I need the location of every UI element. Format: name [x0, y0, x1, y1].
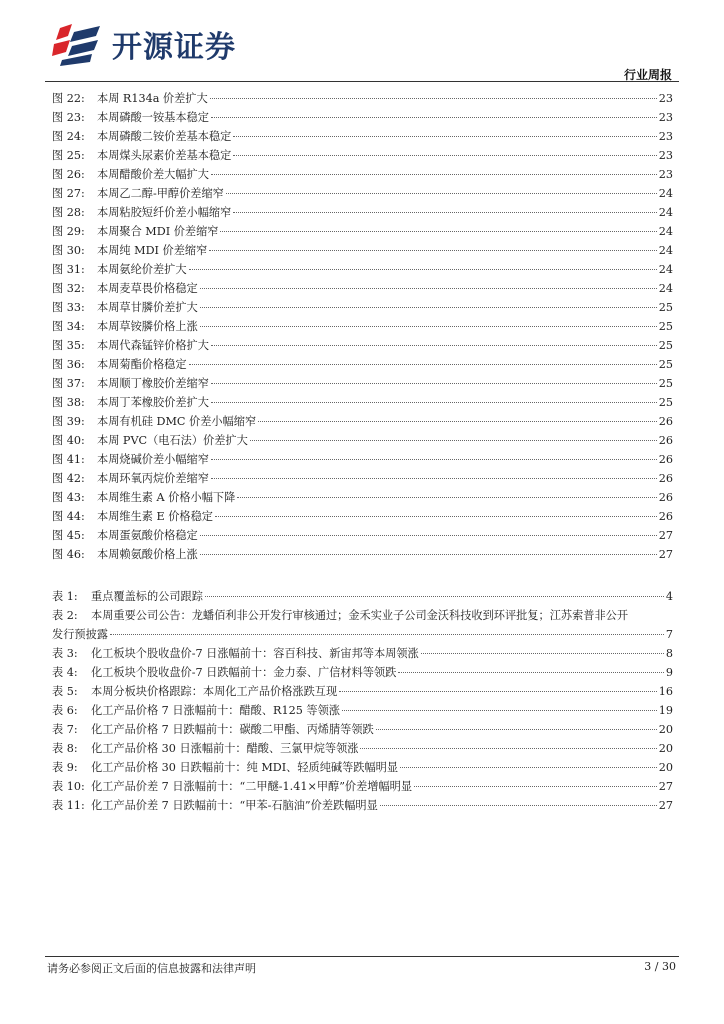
entry-number: 图 26: [52, 168, 85, 181]
dot-leader [200, 535, 657, 536]
dot-leader [233, 136, 656, 137]
table-toc-entry-line1 [52, 606, 673, 625]
entry-number: 表 11: [52, 799, 85, 812]
entry-title: 本周分板块价格跟踪：本周化工产品价格涨跌互现 [91, 685, 338, 698]
entry-title: 本周醋酸价差大幅扩大 [97, 168, 209, 181]
entry-title: 本周赖氨酸价格上涨 [97, 548, 198, 561]
entry-page: 24 [658, 225, 673, 238]
entry-title: 化工产品价差 7 日跌幅前十：“甲苯-石脑油”价差跌幅明显 [91, 799, 378, 812]
entry-number: 图 43: [52, 491, 85, 504]
entry-number: 表 10: [52, 780, 85, 793]
dot-leader [414, 786, 657, 787]
dot-leader [398, 672, 664, 673]
entry-title: 化工产品价差 7 日涨幅前十：“二甲醚-1.41×甲醇”价差增幅明显 [91, 780, 413, 793]
entry-title: 本周菊酯价格稳定 [97, 358, 187, 371]
figure-toc-entry[interactable] [52, 412, 673, 431]
dot-leader [339, 691, 657, 692]
dot-leader [200, 307, 657, 308]
entry-number: 图 24: [52, 130, 85, 143]
entry-title: 本周粘胶短纤价差小幅缩窄 [97, 206, 232, 219]
entry-title: 本周聚合 MDI 价差缩窄 [97, 225, 219, 238]
entry-title: 化工板块个股收盘价-7 日涨幅前十：容百科技、新宙邦等本周领涨 [91, 647, 419, 660]
figure-toc-entry[interactable] [52, 298, 673, 317]
dot-leader [421, 653, 664, 654]
dot-leader [400, 767, 657, 768]
dot-leader [226, 193, 657, 194]
entry-title: 本周蛋氨酸价格稳定 [97, 529, 198, 542]
footer-disclaimer: 请务必参阅正文后面的信息披露和法律声明 [47, 962, 256, 975]
dot-leader [215, 516, 657, 517]
figure-toc-entry[interactable] [52, 431, 673, 450]
entry-number: 图 29: [52, 225, 85, 238]
report-type-label: 行业周报 [623, 68, 672, 82]
dot-leader [205, 596, 664, 597]
dot-leader [258, 421, 657, 422]
table-toc-entry[interactable] [52, 758, 673, 777]
dot-leader [200, 554, 657, 555]
entry-number: 图 28: [52, 206, 85, 219]
entry-title: 本周磷酸二铵价差基本稳定 [97, 130, 232, 143]
entry-number: 表 9: [52, 761, 78, 774]
entry-title: 本周 R134a 价差扩大 [97, 92, 208, 105]
entry-number: 图 31: [52, 263, 85, 276]
entry-page: 8 [665, 647, 673, 660]
entry-page: 27 [658, 780, 673, 793]
table-toc-entry[interactable] [52, 777, 673, 796]
entry-number: 图 22: [52, 92, 85, 105]
entry-page: 25 [658, 320, 673, 333]
entry-number: 图 34: [52, 320, 85, 333]
table-toc-entry-line2 [52, 625, 673, 644]
entry-title: 化工板块个股收盘价-7 日跌幅前十：金力泰、广信材料等领跌 [91, 666, 397, 679]
table-toc-entry[interactable] [52, 587, 673, 606]
entry-number: 图 39: [52, 415, 85, 428]
entry-number: 表 3: [52, 647, 78, 660]
entry-page: 16 [658, 685, 673, 698]
dot-leader [211, 402, 657, 403]
entry-page: 27 [658, 548, 673, 561]
entry-page: 25 [658, 358, 673, 371]
entry-page: 27 [658, 529, 673, 542]
entry-page: 24 [658, 282, 673, 295]
dot-leader [220, 231, 656, 232]
entry-page: 20 [658, 761, 673, 774]
dot-leader [189, 364, 657, 365]
dot-leader [211, 383, 657, 384]
entry-page: 23 [658, 149, 673, 162]
dot-leader [209, 250, 656, 251]
figure-toc-entry[interactable] [52, 146, 673, 165]
figure-toc-entry[interactable] [52, 355, 673, 374]
entry-page: 4 [665, 590, 673, 603]
figure-toc-entry[interactable] [52, 488, 673, 507]
entry-page: 26 [658, 434, 673, 447]
entry-page: 26 [658, 510, 673, 523]
entry-page: 23 [658, 92, 673, 105]
entry-number: 图 46: [52, 548, 85, 561]
entry-page: 24 [658, 187, 673, 200]
table-toc-entry[interactable] [52, 644, 673, 663]
dot-leader [376, 729, 657, 730]
figure-toc-entry[interactable] [52, 469, 673, 488]
entry-page: 25 [658, 377, 673, 390]
entry-number: 图 23: [52, 111, 85, 124]
figure-toc-entry[interactable] [52, 222, 673, 241]
entry-number: 图 44: [52, 510, 85, 523]
entry-title: 化工产品价格 30 日跌幅前十：纯 MDI、轻质纯碱等跌幅明显 [91, 761, 399, 774]
entry-title: 本周丁苯橡胶价差扩大 [97, 396, 209, 409]
dot-leader [250, 440, 657, 441]
figure-toc-entry[interactable] [52, 545, 673, 564]
entry-page: 20 [658, 723, 673, 736]
brand-mark-icon [52, 22, 102, 66]
entry-title: 化工产品价格 30 日涨幅前十：醋酸、三氯甲烷等领涨 [91, 742, 359, 755]
entry-title: 本周维生素 E 价格稳定 [97, 510, 213, 523]
entry-page: 25 [658, 339, 673, 352]
dot-leader [110, 634, 664, 635]
brand-logo [52, 22, 236, 66]
header-divider [45, 81, 679, 82]
entry-page: 26 [658, 472, 673, 485]
entry-title: 化工产品价格 7 日跌幅前十：碳酸二甲酯、丙烯腈等领跌 [91, 723, 374, 736]
entry-page: 23 [658, 111, 673, 124]
figure-toc-entry[interactable] [52, 317, 673, 336]
entry-number: 图 38: [52, 396, 85, 409]
entry-number: 表 5: [52, 685, 78, 698]
figure-toc-entry[interactable] [52, 108, 673, 127]
dot-leader [233, 212, 656, 213]
entry-page: 19 [658, 704, 673, 717]
figure-toc-entry[interactable] [52, 127, 673, 146]
dot-leader [200, 326, 657, 327]
entry-title: 本周草甘膦价差扩大 [97, 301, 198, 314]
brand-name: 开源证券 [112, 30, 236, 65]
entry-title: 本周 PVC（电石法）价差扩大 [97, 434, 248, 447]
dot-leader [210, 98, 657, 99]
figure-toc-entry[interactable] [52, 374, 673, 393]
entry-title: 化工产品价格 7 日涨幅前十：醋酸、R125 等领涨 [91, 704, 340, 717]
entry-page: 25 [658, 396, 673, 409]
entry-page: 23 [658, 168, 673, 181]
entry-number: 图 42: [52, 472, 85, 485]
dot-leader [360, 748, 656, 749]
entry-number: 表 1: [52, 590, 78, 603]
figure-toc-entry[interactable] [52, 89, 673, 108]
entry-title-continued: 发行预披露 [52, 628, 108, 641]
entry-number: 图 36: [52, 358, 85, 371]
entry-title: 本周乙二醇-甲醇价差缩窄 [97, 187, 224, 200]
table-toc-entry[interactable] [52, 739, 673, 758]
entry-title: 本周磷酸一铵基本稳定 [97, 111, 209, 124]
page-indicator: 3 / 30 [644, 960, 676, 973]
figure-toc-entry[interactable] [52, 336, 673, 355]
entry-page: 24 [658, 263, 673, 276]
entry-number: 表 6: [52, 704, 78, 717]
table-toc-entry[interactable] [52, 701, 673, 720]
entry-page: 24 [658, 206, 673, 219]
entry-page: 20 [658, 742, 673, 755]
figure-toc-entry[interactable] [52, 260, 673, 279]
entry-title: 本周氨纶价差扩大 [97, 263, 187, 276]
dot-leader [211, 174, 657, 175]
entry-title: 本周环氧丙烷价差缩窄 [97, 472, 209, 485]
entry-number: 表 4: [52, 666, 78, 679]
entry-title: 本周重要公司公告：龙蟠佰利非公开发行审核通过；金禾实业子公司金沃科技收到环评批复；江苏索普非公开 [91, 609, 629, 622]
entry-title: 本周顺丁橡胶价差缩窄 [97, 377, 209, 390]
entry-title: 本周纯 MDI 价差缩窄 [97, 244, 208, 257]
dot-leader [237, 497, 656, 498]
entry-page: 7 [665, 628, 673, 641]
entry-title: 本周有机硅 DMC 价差小幅缩窄 [97, 415, 257, 428]
entry-number: 图 35: [52, 339, 85, 352]
figure-list [52, 89, 673, 564]
figure-toc-entry[interactable] [52, 393, 673, 412]
entry-title: 本周麦草畏价格稳定 [97, 282, 198, 295]
entry-number: 图 33: [52, 301, 85, 314]
entry-page: 26 [658, 491, 673, 504]
dot-leader [342, 710, 657, 711]
entry-number: 图 25: [52, 149, 85, 162]
dot-leader [211, 117, 657, 118]
table-toc-entry[interactable] [52, 682, 673, 701]
dot-leader [200, 288, 657, 289]
entry-page: 9 [665, 666, 673, 679]
entry-number: 图 32: [52, 282, 85, 295]
table-list [52, 587, 673, 815]
entry-title: 本周草铵膦价格上涨 [97, 320, 198, 333]
table-toc-entry[interactable] [52, 606, 673, 644]
figure-toc-entry[interactable] [52, 165, 673, 184]
entry-title: 本周煤头尿素价差基本稳定 [97, 149, 232, 162]
figure-toc-entry[interactable] [52, 526, 673, 545]
footer-divider [45, 956, 679, 957]
table-toc-entry[interactable] [52, 663, 673, 682]
entry-number: 图 37: [52, 377, 85, 390]
entry-title: 重点覆盖标的公司跟踪 [91, 590, 203, 603]
entry-page: 23 [658, 130, 673, 143]
figure-toc-entry[interactable] [52, 203, 673, 222]
table-toc-entry[interactable] [52, 796, 673, 815]
dot-leader [380, 805, 657, 806]
figure-toc-entry[interactable] [52, 507, 673, 526]
entry-number: 图 41: [52, 453, 85, 466]
entry-number: 图 40: [52, 434, 85, 447]
dot-leader [233, 155, 656, 156]
entry-title: 本周维生素 A 价格小幅下降 [97, 491, 236, 504]
entry-page: 26 [658, 415, 673, 428]
dot-leader [211, 345, 657, 346]
entry-title: 本周烧碱价差小幅缩窄 [97, 453, 209, 466]
entry-number: 图 30: [52, 244, 85, 257]
entry-number: 表 2: [52, 609, 78, 622]
table-toc-entry[interactable] [52, 720, 673, 739]
entry-number: 图 27: [52, 187, 85, 200]
figure-toc-entry[interactable] [52, 450, 673, 469]
entry-page: 26 [658, 453, 673, 466]
entry-page: 27 [658, 799, 673, 812]
dot-leader [211, 459, 657, 460]
entry-number: 表 8: [52, 742, 78, 755]
entry-page: 24 [658, 244, 673, 257]
entry-number: 表 7: [52, 723, 78, 736]
entry-title: 本周代森锰锌价格扩大 [97, 339, 209, 352]
dot-leader [189, 269, 657, 270]
figure-toc-entry[interactable] [52, 241, 673, 260]
entry-page: 25 [658, 301, 673, 314]
figure-toc-entry[interactable] [52, 279, 673, 298]
entry-number: 图 45: [52, 529, 85, 542]
figure-toc-entry[interactable] [52, 184, 673, 203]
dot-leader [211, 478, 657, 479]
